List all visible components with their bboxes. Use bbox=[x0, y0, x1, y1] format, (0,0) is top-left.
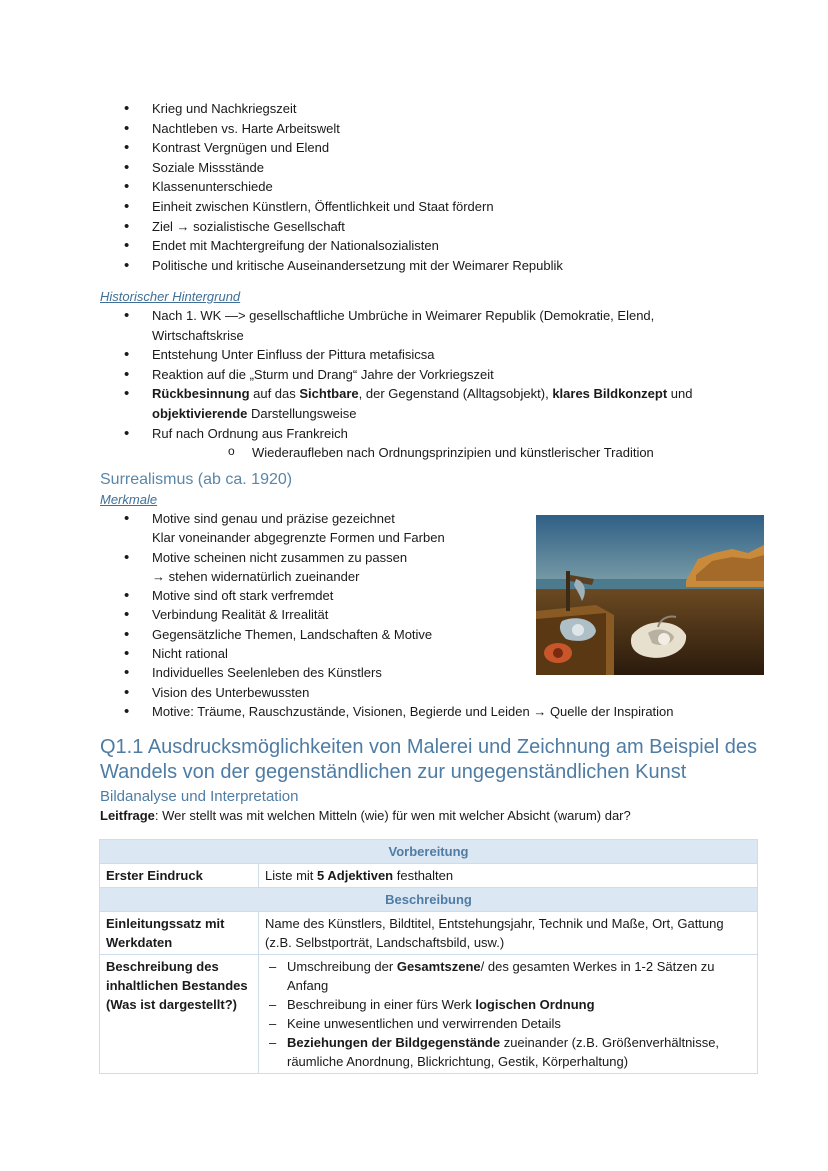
background-heading: Historischer Hintergrund bbox=[100, 289, 241, 304]
bold-text: objektivierende bbox=[152, 405, 248, 421]
text: festhalten bbox=[393, 868, 454, 883]
list-item: – Keine unwesentlichen und verwirrenden Details bbox=[265, 1014, 751, 1033]
surrealism-heading: Surrealismus (ab ca. 1920) bbox=[100, 471, 293, 488]
analysis-table bbox=[99, 839, 758, 1074]
list-item: • Individuelles Seelenleben des Künstlers bbox=[100, 663, 740, 682]
row-content: Name des Künstlers, Bildtitel, Entstehungsjahr, Technik und Maße, Ort, Gattung (z.B. Selbstporträt, Landschaftsbild, usw.) bbox=[259, 912, 758, 955]
q11-section bbox=[100, 735, 780, 825]
table-row bbox=[100, 955, 758, 1074]
background-section bbox=[100, 288, 720, 462]
band-header: Beschreibung bbox=[100, 888, 758, 912]
band-header: Vorbereitung bbox=[100, 840, 758, 864]
text: Motive sind genau und präzise gezeichnet bbox=[152, 511, 395, 526]
list-item bbox=[265, 1033, 751, 1071]
text: Beschreibung in einer fürs Werk bbox=[287, 997, 476, 1012]
list-item: • Entstehung Unter Einfluss der Pittura metafisicsa bbox=[100, 345, 720, 365]
list-item bbox=[100, 384, 720, 423]
row-content bbox=[259, 955, 758, 1074]
dash-list bbox=[265, 957, 751, 1071]
surrealist-painting-image bbox=[536, 515, 764, 675]
list-item: • Nachtleben vs. Harte Arbeitswelt bbox=[100, 119, 720, 139]
list-item: • Reaktion auf die „Sturm und Drang“ Jahre der Vorkriegszeit bbox=[100, 365, 720, 385]
leitfrage-label: Leitfrage bbox=[100, 808, 155, 823]
table-row bbox=[100, 840, 758, 864]
list-item bbox=[265, 995, 751, 1014]
leitfrage-text: : Wer stellt was mit welchen Mitteln (wie) für wen mit welcher Absicht (warum) dar? bbox=[154, 808, 631, 823]
list-item: • Einheit zwischen Künstlern, Öffentlichkeit und Staat fördern bbox=[100, 197, 720, 217]
bold-text: Gesamtszene bbox=[396, 959, 481, 974]
row-label: Erster Eindruck bbox=[100, 864, 259, 888]
bold-text: klares Bildkonzept bbox=[552, 386, 668, 402]
row-label: Beschreibung des inhaltlichen Bestandes (Was ist dargestellt?) bbox=[100, 955, 259, 1074]
bold-text: Sichtbare bbox=[299, 386, 359, 402]
list-item: • Motive scheinen nicht zusammen zu passen → stehen widernatürlich zueinander bbox=[100, 548, 422, 587]
table-row bbox=[100, 912, 758, 955]
list-item: • Verbindung Realität & Irrealität bbox=[100, 605, 740, 624]
list-item: • Motive: Träume, Rauschzustände, Visionen, Begierde und Leiden → Quelle der Inspiration bbox=[100, 702, 740, 721]
text: Umschreibung der bbox=[287, 959, 397, 974]
list-item: • Soziale Missstände bbox=[100, 158, 720, 178]
text: , der Gegenstand (Alltagsobjekt), bbox=[358, 386, 553, 402]
text: Darstellungsweise bbox=[247, 405, 357, 421]
text: Ruf nach Ordnung aus Frankreich bbox=[152, 425, 348, 441]
q11-subtitle: Bildanalyse und Interpretation bbox=[100, 788, 299, 805]
sub-list-item: o Wiederaufleben nach Ordnungsprinzipien und künstlerischer Tradition bbox=[152, 443, 720, 462]
surrealism-subheading: Merkmale bbox=[100, 492, 158, 507]
row-content bbox=[259, 864, 758, 888]
leitfrage bbox=[100, 807, 780, 825]
list-item: • Gegensätzliche Themen, Landschaften & Motive bbox=[100, 625, 740, 644]
table-row bbox=[100, 864, 758, 888]
list-item bbox=[100, 424, 720, 463]
bold-text: Beziehungen der Bildgegenstände bbox=[287, 1035, 501, 1050]
bold-text: 5 Adjektiven bbox=[317, 868, 394, 883]
text: auf das bbox=[249, 386, 300, 402]
list-item bbox=[265, 957, 751, 995]
list-item: • Krieg und Nachkriegszeit bbox=[100, 99, 720, 119]
list-item: • Endet mit Machtergreifung der Nationalsozialisten bbox=[100, 236, 720, 256]
table-row bbox=[100, 888, 758, 912]
features-list bbox=[100, 99, 720, 275]
row-label: Einleitungssatz mit Werkdaten bbox=[100, 912, 259, 955]
text: Liste mit bbox=[265, 868, 318, 883]
list-item: • Ziel → sozialistische Gesellschaft bbox=[100, 217, 720, 237]
list-item: • Nicht rational bbox=[100, 644, 740, 663]
text: / des gesamten Werkes in 1-2 Sätzen zu Anfang bbox=[287, 959, 715, 993]
sub-list bbox=[152, 443, 720, 462]
q11-title: Q1.1 Ausdrucksmöglichkeiten von Malerei und Zeichnung am Beispiel des Wandels von der gegenständlichen zur ungegenständlichen Kunst bbox=[100, 736, 758, 783]
text: Klar voneinander abgegrenzte Formen und Farben bbox=[152, 530, 445, 546]
bold-text: logischen Ordnung bbox=[475, 997, 595, 1012]
bold-text: Rückbesinnung bbox=[152, 386, 250, 402]
list-item: • Vision des Unterbewussten bbox=[100, 683, 740, 702]
list-item: • Nach 1. WK —> gesellschaftliche Umbrüche in Weimarer Republik (Demokratie, Elend, Wirtschaftskrise bbox=[100, 306, 720, 345]
text: und bbox=[667, 386, 693, 402]
list-item: • Motive sind oft stark verfremdet bbox=[100, 586, 740, 605]
list-item: • Politische und kritische Auseinandersetzung mit der Weimarer Republik bbox=[100, 256, 720, 276]
background-list bbox=[100, 306, 720, 462]
features-section bbox=[100, 99, 720, 275]
text: zueinander (z.B. Größenverhältnisse, räumliche Anordnung, Blickrichtung, Gestik, Körperhaltung) bbox=[287, 1035, 720, 1069]
list-item: • Klassenunterschiede bbox=[100, 177, 720, 197]
list-item: • Kontrast Vergnügen und Elend bbox=[100, 138, 720, 158]
